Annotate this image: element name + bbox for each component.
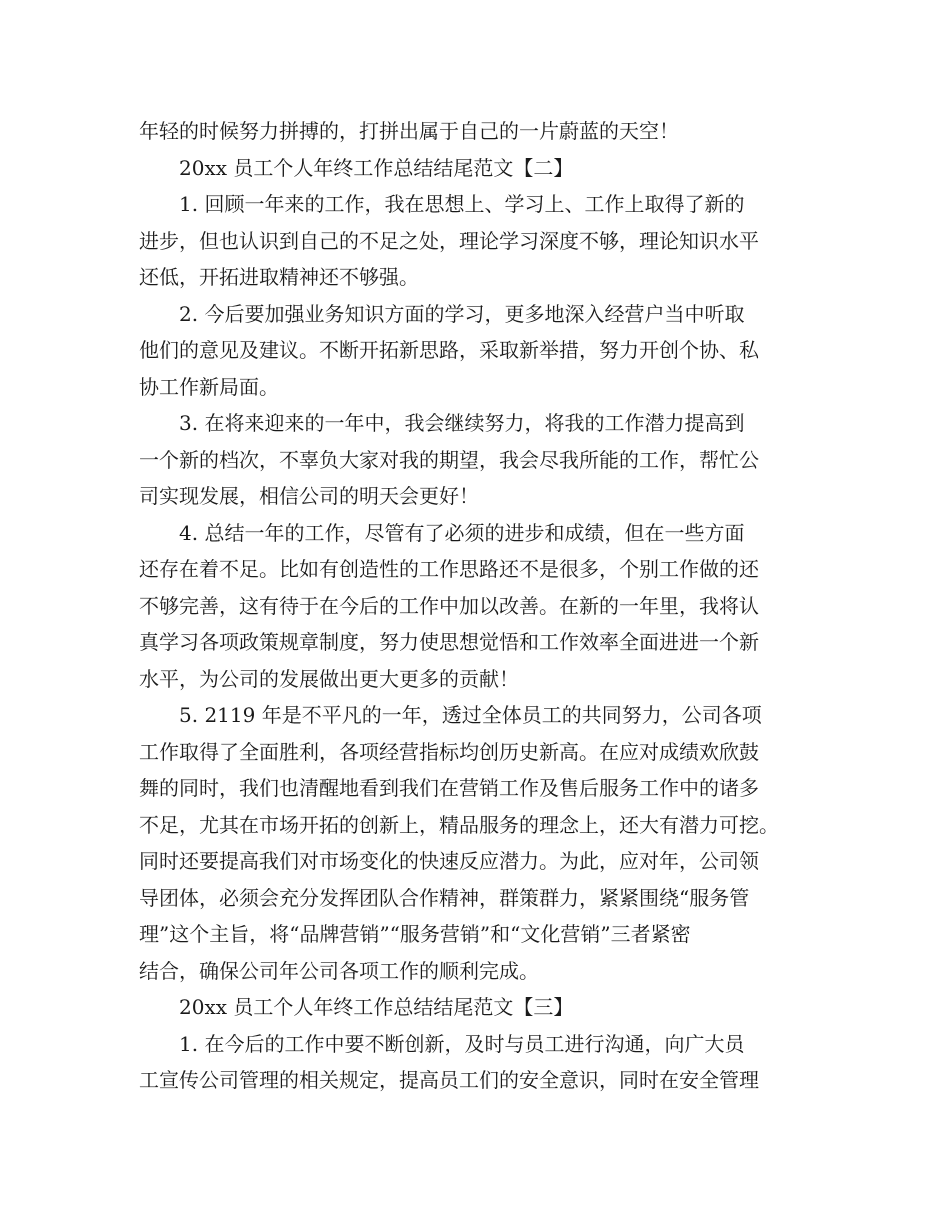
document-body (139, 113, 829, 1099)
paragraph-line: 真学习各项政策规章制度，努力使思想觉悟和工作效率全面进进一个新 (139, 630, 759, 654)
paragraph-line: 年轻的时候努力拼搏的，打拼出属于自己的一片蔚蓝的天空！ (139, 119, 679, 143)
paragraph-line: 同时还要提高我们对市场变化的快速反应潜力。为此，应对年，公司领 (139, 849, 759, 873)
paragraph-line: 还低，开拓进取精神还不够强。 (139, 265, 419, 289)
paragraph-line: 工宣传公司管理的相关规定，提高员工们的安全意识，同时在安全管理 (139, 1068, 759, 1092)
paragraph-line: 导团体，必须会充分发挥团队合作精神，群策群力，紧紧围绕“服务管 (139, 885, 750, 910)
paragraph-line: 工作取得了全面胜利，各项经营指标均创历史新高。在应对成绩欢欣鼓 (139, 739, 759, 764)
paragraph-first-line: 4. 总结一年的工作，尽管有了必须的进步和成绩，但在一些方面 (179, 520, 745, 545)
paragraph-line: 不足，尤其在市场开拓的创新上，精品服务的理念上，还大有潜力可挖。 (139, 812, 779, 837)
paragraph-line: 司实现发展，相信公司的明天会更好！ (139, 484, 479, 508)
paragraph-line: 理”这个主旨，将“品牌营销”“服务营销”和“文化营销”三者紧密 (139, 922, 691, 946)
paragraph-line: 他们的意见及建议。不断开拓新思路，采取新举措，努力开创个协、私 (139, 338, 759, 362)
paragraph-line: 结合，确保公司年公司各项工作的顺利完成。 (139, 958, 539, 983)
paragraph-first-line: 5. 2119 年是不平凡的一年，透过全体员工的共同努力，公司各项 (179, 703, 762, 727)
paragraph-line: 不够完善，这有待于在今后的工作中加以改善。在新的一年里，我将认 (139, 593, 759, 618)
paragraph-line: 一个新的档次，不辜负大家对我的期望，我会尽我所能的工作，帮忙公 (139, 447, 759, 472)
paragraph-first-line: 1. 在今后的工作中要不断创新，及时与员工进行沟通，向广大员 (179, 1031, 745, 1056)
paragraph-line: 水平，为公司的发展做出更大更多的贡献！ (139, 666, 519, 691)
paragraph-line: 进步，但也认识到自己的不足之处，理论学习深度不够，理论知识水平 (139, 228, 759, 253)
paragraph-line: 舞的同时，我们也清醒地看到我们在营销工作及售后服务工作中的诸多 (139, 776, 759, 800)
paragraph-first-line: 2. 今后要加强业务知识方面的学习，更多地深入经营户当中听取 (179, 301, 745, 326)
paragraph-line: 协工作新局面。 (139, 374, 279, 399)
paragraph-first-line: 3. 在将来迎来的一年中，我会继续努力，将我的工作潜力提高到 (179, 411, 745, 435)
paragraph-line: 还存在着不足。比如有创造性的工作思路还不是很多，个别工作做的还 (139, 557, 759, 581)
paragraph-first-line: 20xx 员工个人年终工作总结结尾范文【三】 (179, 995, 574, 1019)
paragraph-first-line: 20xx 员工个人年终工作总结结尾范文【二】 (179, 155, 574, 180)
paragraph-first-line: 1. 回顾一年来的工作，我在思想上、学习上、工作上取得了新的 (179, 192, 745, 216)
